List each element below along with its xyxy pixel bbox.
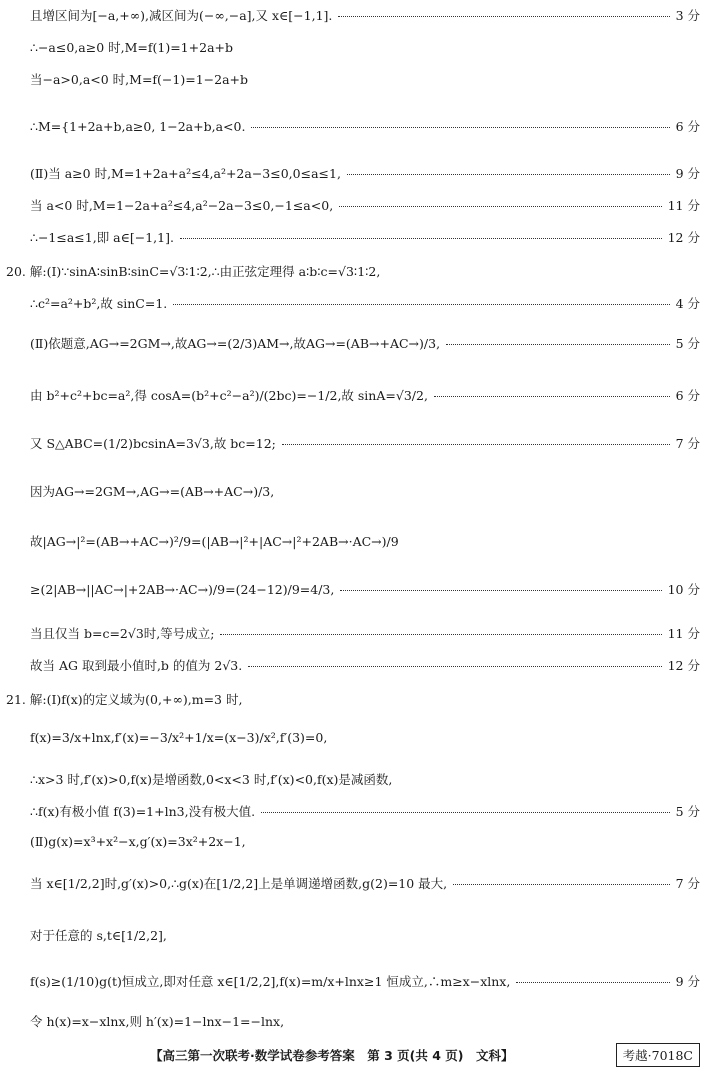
leader-dots bbox=[173, 303, 669, 305]
leader-dots bbox=[251, 126, 669, 128]
answer-line: ∴c²=a²+b²,故 sinC=1. 4 分 bbox=[30, 296, 700, 311]
answer-line: ∴M={1+2a+b,a≥0, 1−2a+b,a<0. 6 分 bbox=[30, 119, 700, 134]
answer-line: (Ⅱ)依题意,AG→=2GM→,故AG→=(2/3)AM→,故AG→=(AB→+AC→)/3, 5 分 bbox=[30, 336, 700, 351]
score-label: 9 分 bbox=[675, 974, 700, 989]
answer-line: 当 a<0 时,M=1−2a+a²≤4,a²−2a−3≤0,−1≤a<0, 11 分 bbox=[30, 198, 700, 213]
score-label: 9 分 bbox=[675, 166, 700, 181]
answer-line: (Ⅱ)当 a≥0 时,M=1+2a+a²≤4,a²+2a−3≤0,0≤a≤1, 9 分 bbox=[30, 166, 700, 181]
score-label: 12 分 bbox=[667, 230, 700, 245]
score-label: 11 分 bbox=[667, 198, 700, 213]
answer-line: ∴x>3 时,f′(x)>0,f(x)是增函数,0<x<3 时,f′(x)<0,f(x)是减函数, bbox=[30, 772, 393, 787]
score-label: 10 分 bbox=[667, 582, 700, 597]
footer-title: 【高三第一次联考·数学试卷参考答案 第 3 页(共 4 页) 文科】 bbox=[150, 1048, 514, 1063]
leader-dots bbox=[434, 395, 670, 397]
answer-line: ∴−1≤a≤1,即 a∈[−1,1]. 12 分 bbox=[30, 230, 700, 245]
answer-line: 且增区间为[−a,+∞),减区间为(−∞,−a],又 x∈[−1,1]. 3 分 bbox=[30, 8, 700, 23]
answer-line: 当−a>0,a<0 时,M=f(−1)=1−2a+b bbox=[30, 72, 249, 87]
leader-dots bbox=[516, 981, 669, 983]
page-footer bbox=[150, 1043, 700, 1067]
answer-line: 又 S△ABC=(1/2)bcsinA=3√3,故 bc=12; 7 分 bbox=[30, 436, 700, 451]
score-label: 3 分 bbox=[675, 8, 700, 23]
answer-line: 因为AG→=2GM→,AG→=(AB→+AC→)/3, bbox=[30, 484, 275, 499]
answer-line: 当且仅当 b=c=2√3时,等号成立; 11 分 bbox=[30, 626, 700, 641]
exam-code-badge: 考越·7018C bbox=[616, 1043, 700, 1067]
answer-line: ∴f(x)有极小值 f(3)=1+ln3,没有极大值. 5 分 bbox=[30, 804, 700, 819]
score-label: 11 分 bbox=[667, 626, 700, 641]
score-label: 7 分 bbox=[675, 876, 700, 891]
score-label: 5 分 bbox=[675, 804, 700, 819]
answer-line: 故当 AG 取到最小值时,b 的值为 2√3. 12 分 bbox=[30, 658, 700, 673]
answer-line: 故|AG→|²=(AB→+AC→)²/9=(|AB→|²+|AC→|²+2AB→·AC→)/9 bbox=[30, 534, 399, 549]
leader-dots bbox=[338, 15, 669, 17]
answer-line: 对于任意的 s,t∈[1/2,2], bbox=[30, 928, 167, 943]
answer-line: (Ⅱ)g(x)=x³+x²−x,g′(x)=3x²+2x−1, bbox=[30, 834, 246, 849]
leader-dots bbox=[339, 205, 661, 207]
score-label: 4 分 bbox=[675, 296, 700, 311]
answer-line: f(s)≥(1/10)g(t)恒成立,即对任意 x∈[1/2,2],f(x)=m/x+lnx≥1 恒成立,∴m≥x−xlnx, 9 分 bbox=[30, 974, 700, 989]
answer-line: ≥(2|AB→||AC→|+2AB→·AC→)/9=(24−12)/9=4/3, 10 分 bbox=[30, 582, 700, 597]
leader-dots bbox=[220, 633, 661, 635]
leader-dots bbox=[180, 237, 662, 239]
leader-dots bbox=[347, 173, 670, 175]
leader-dots bbox=[453, 883, 669, 885]
question-20-header: 20. 解:(Ⅰ)∵sinA∶sinB∶sinC=√3∶1∶2,∴由正弦定理得 a∶b∶c=√3∶1∶2, bbox=[6, 264, 381, 279]
leader-dots bbox=[446, 343, 670, 345]
leader-dots bbox=[282, 443, 670, 445]
score-label: 5 分 bbox=[675, 336, 700, 351]
score-label: 7 分 bbox=[675, 436, 700, 451]
answer-line: f(x)=3/x+lnx,f′(x)=−3/x²+1/x=(x−3)/x²,f′(3)=0, bbox=[30, 730, 328, 745]
score-label: 12 分 bbox=[667, 658, 700, 673]
answer-line: 当 x∈[1/2,2]时,g′(x)>0,∴g(x)在[1/2,2]上是单调递增函数,g(2)=10 最大, 7 分 bbox=[30, 876, 700, 891]
answer-line: 由 b²+c²+bc=a²,得 cosA=(b²+c²−a²)/(2bc)=−1/2,故 sinA=√3/2, 6 分 bbox=[30, 388, 700, 403]
answer-line: 令 h(x)=x−xlnx,则 h′(x)=1−lnx−1=−lnx, bbox=[30, 1014, 285, 1029]
answer-line: ∴−a≤0,a≥0 时,M=f(1)=1+2a+b bbox=[30, 40, 233, 55]
leader-dots bbox=[261, 811, 670, 813]
score-label: 6 分 bbox=[675, 388, 700, 403]
leader-dots bbox=[248, 665, 661, 667]
leader-dots bbox=[340, 589, 661, 591]
question-21-header: 21. 解:(Ⅰ)f(x)的定义域为(0,+∞),m=3 时, bbox=[6, 692, 243, 707]
score-label: 6 分 bbox=[675, 119, 700, 134]
